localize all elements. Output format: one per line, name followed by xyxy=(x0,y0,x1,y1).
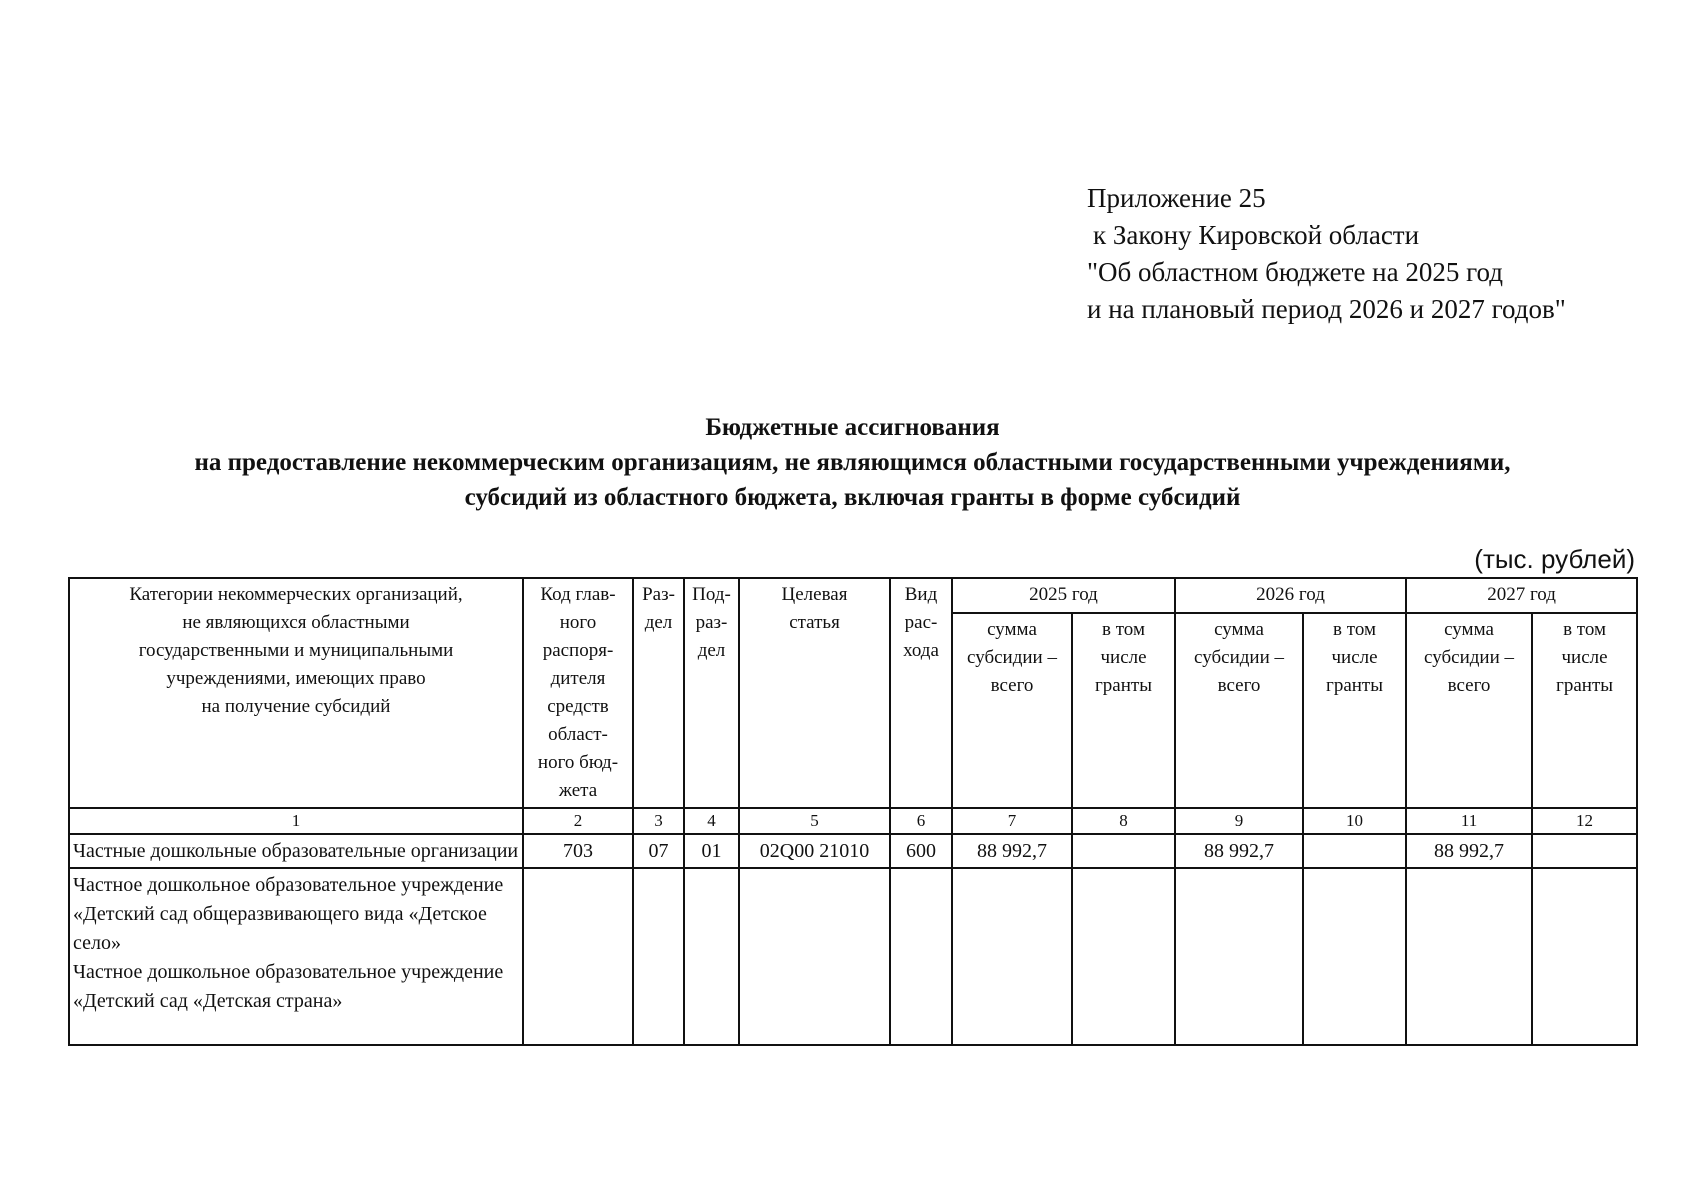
header-code-line: дителя xyxy=(550,668,606,689)
header-grants-line: числе xyxy=(1331,646,1378,668)
header-grants-line: числе xyxy=(1100,646,1147,668)
column-number: 7 xyxy=(952,808,1072,834)
header-sum-2025 xyxy=(952,613,1072,808)
header-grants-2025 xyxy=(1072,613,1175,808)
header-code-line: ного xyxy=(559,612,597,633)
row-category xyxy=(69,868,523,1045)
header-expense-line: Вид xyxy=(904,584,938,605)
header-year-2025: 2025 год xyxy=(952,578,1175,613)
header-code xyxy=(523,578,633,808)
header-code-line: жета xyxy=(558,780,598,801)
title-line-1: Бюджетные ассигнования xyxy=(705,414,1000,441)
header-sum-line: субсидии – xyxy=(1424,646,1514,668)
header-code-line: средств xyxy=(547,696,609,717)
title-line-2: на предоставление некоммерческим организациям, не являющимся областными государственными учреждениями, xyxy=(194,449,1511,476)
row-section: 07 xyxy=(633,834,684,868)
header-subsection-line: дел xyxy=(697,640,726,661)
row-sum-2027: 88 992,7 xyxy=(1406,834,1532,868)
org-name: Частное дошкольное образовательное учреждение «Детский сад общеразвивающего вида «Детское село» xyxy=(73,874,504,954)
header-section-line: дел xyxy=(644,612,673,633)
org-name: Частное дошкольное образовательное учреждение «Детский сад «Детская страна» xyxy=(73,961,504,1012)
column-number: 8 xyxy=(1072,808,1175,834)
row-grants-2027 xyxy=(1532,868,1637,1045)
row-category: Частные дошкольные образовательные организации xyxy=(69,834,523,868)
title-line-3: субсидий из областного бюджета, включая гранты в форме субсидий xyxy=(464,484,1241,511)
header-expense xyxy=(890,578,952,808)
header-grants-line: числе xyxy=(1561,646,1608,668)
row-grants-2025 xyxy=(1072,868,1175,1045)
appendix-line-3: "Об областном бюджете на 2025 год xyxy=(1087,257,1503,287)
header-code-line: распоря- xyxy=(542,640,614,661)
header-sum-2026 xyxy=(1175,613,1303,808)
header-category xyxy=(69,578,523,808)
row-code xyxy=(523,868,633,1045)
appendix-line-4: и на плановый период 2026 и 2027 годов" xyxy=(1087,294,1566,324)
row-grants-2026 xyxy=(1303,834,1406,868)
row-sum-2027 xyxy=(1406,868,1532,1045)
row-subsection: 01 xyxy=(684,834,739,868)
table-row xyxy=(69,834,1637,868)
row-grants-2027 xyxy=(1532,834,1637,868)
header-sum-line: всего xyxy=(1217,674,1261,696)
row-expense: 600 xyxy=(890,834,952,868)
header-grants-line: гранты xyxy=(1326,674,1383,696)
column-number-row xyxy=(69,808,1637,834)
header-sum-line: сумма xyxy=(987,618,1037,640)
header-category-line: учреждениями, имеющих право xyxy=(166,668,426,689)
header-code-line: област- xyxy=(548,724,608,745)
row-target: 02Q00 21010 xyxy=(739,834,890,868)
appendix-line-1: Приложение 25 xyxy=(1087,183,1266,213)
column-number: 11 xyxy=(1406,808,1532,834)
column-number: 5 xyxy=(739,808,890,834)
header-code-line: Код глав- xyxy=(540,584,616,605)
table-row xyxy=(69,868,1637,1045)
row-code: 703 xyxy=(523,834,633,868)
header-section-line: Раз- xyxy=(642,584,675,605)
header-sum-line: всего xyxy=(990,674,1034,696)
row-section xyxy=(633,868,684,1045)
budget-table xyxy=(68,577,1638,1046)
row-grants-2026 xyxy=(1303,868,1406,1045)
column-number: 2 xyxy=(523,808,633,834)
header-grants-line: гранты xyxy=(1095,674,1152,696)
header-sum-line: субсидии – xyxy=(1194,646,1284,668)
header-expense-line: хода xyxy=(903,640,939,661)
header-sum-2027 xyxy=(1406,613,1532,808)
header-grants-line: в том xyxy=(1563,618,1606,640)
header-category-line: на получение субсидий xyxy=(201,696,391,717)
document-title xyxy=(0,410,1695,515)
header-target-line: Целевая xyxy=(781,584,848,605)
column-number: 3 xyxy=(633,808,684,834)
appendix-note xyxy=(1087,180,1566,328)
column-number: 12 xyxy=(1532,808,1637,834)
header-target-line: статья xyxy=(789,612,840,633)
header-code-line: ного бюд- xyxy=(537,752,619,773)
header-year-2027: 2027 год xyxy=(1406,578,1637,613)
row-subsection xyxy=(684,868,739,1045)
header-category-line: не являющихся областными xyxy=(182,612,410,633)
row-sum-2026 xyxy=(1175,868,1303,1045)
header-subsection-line: Под- xyxy=(692,584,731,605)
header-subsection xyxy=(684,578,739,808)
row-sum-2025 xyxy=(952,868,1072,1045)
header-target xyxy=(739,578,890,808)
row-target xyxy=(739,868,890,1045)
row-grants-2025 xyxy=(1072,834,1175,868)
row-sum-2025: 88 992,7 xyxy=(952,834,1072,868)
header-expense-line: рас- xyxy=(904,612,938,633)
column-number: 1 xyxy=(69,808,523,834)
header-category-line: Категории некоммерческих организаций, xyxy=(129,584,463,605)
header-grants-line: в том xyxy=(1333,618,1376,640)
header-grants-2026 xyxy=(1303,613,1406,808)
header-year-2026: 2026 год xyxy=(1175,578,1406,613)
header-grants-line: в том xyxy=(1102,618,1145,640)
row-sum-2026: 88 992,7 xyxy=(1175,834,1303,868)
units-label: (тыс. рублей) xyxy=(1474,544,1635,574)
header-grants-2027 xyxy=(1532,613,1637,808)
header-sum-line: всего xyxy=(1447,674,1491,696)
header-subsection-line: раз- xyxy=(695,612,728,633)
column-number: 10 xyxy=(1303,808,1406,834)
header-grants-line: гранты xyxy=(1556,674,1614,696)
header-sum-line: сумма xyxy=(1214,618,1264,640)
header-category-line: государственными и муниципальными xyxy=(138,640,454,661)
column-number: 9 xyxy=(1175,808,1303,834)
column-number: 6 xyxy=(890,808,952,834)
header-section xyxy=(633,578,684,808)
header-sum-line: субсидии – xyxy=(967,646,1057,668)
row-expense xyxy=(890,868,952,1045)
appendix-line-2: к Закону Кировской области xyxy=(1093,220,1420,250)
header-sum-line: сумма xyxy=(1444,618,1494,640)
column-number: 4 xyxy=(684,808,739,834)
